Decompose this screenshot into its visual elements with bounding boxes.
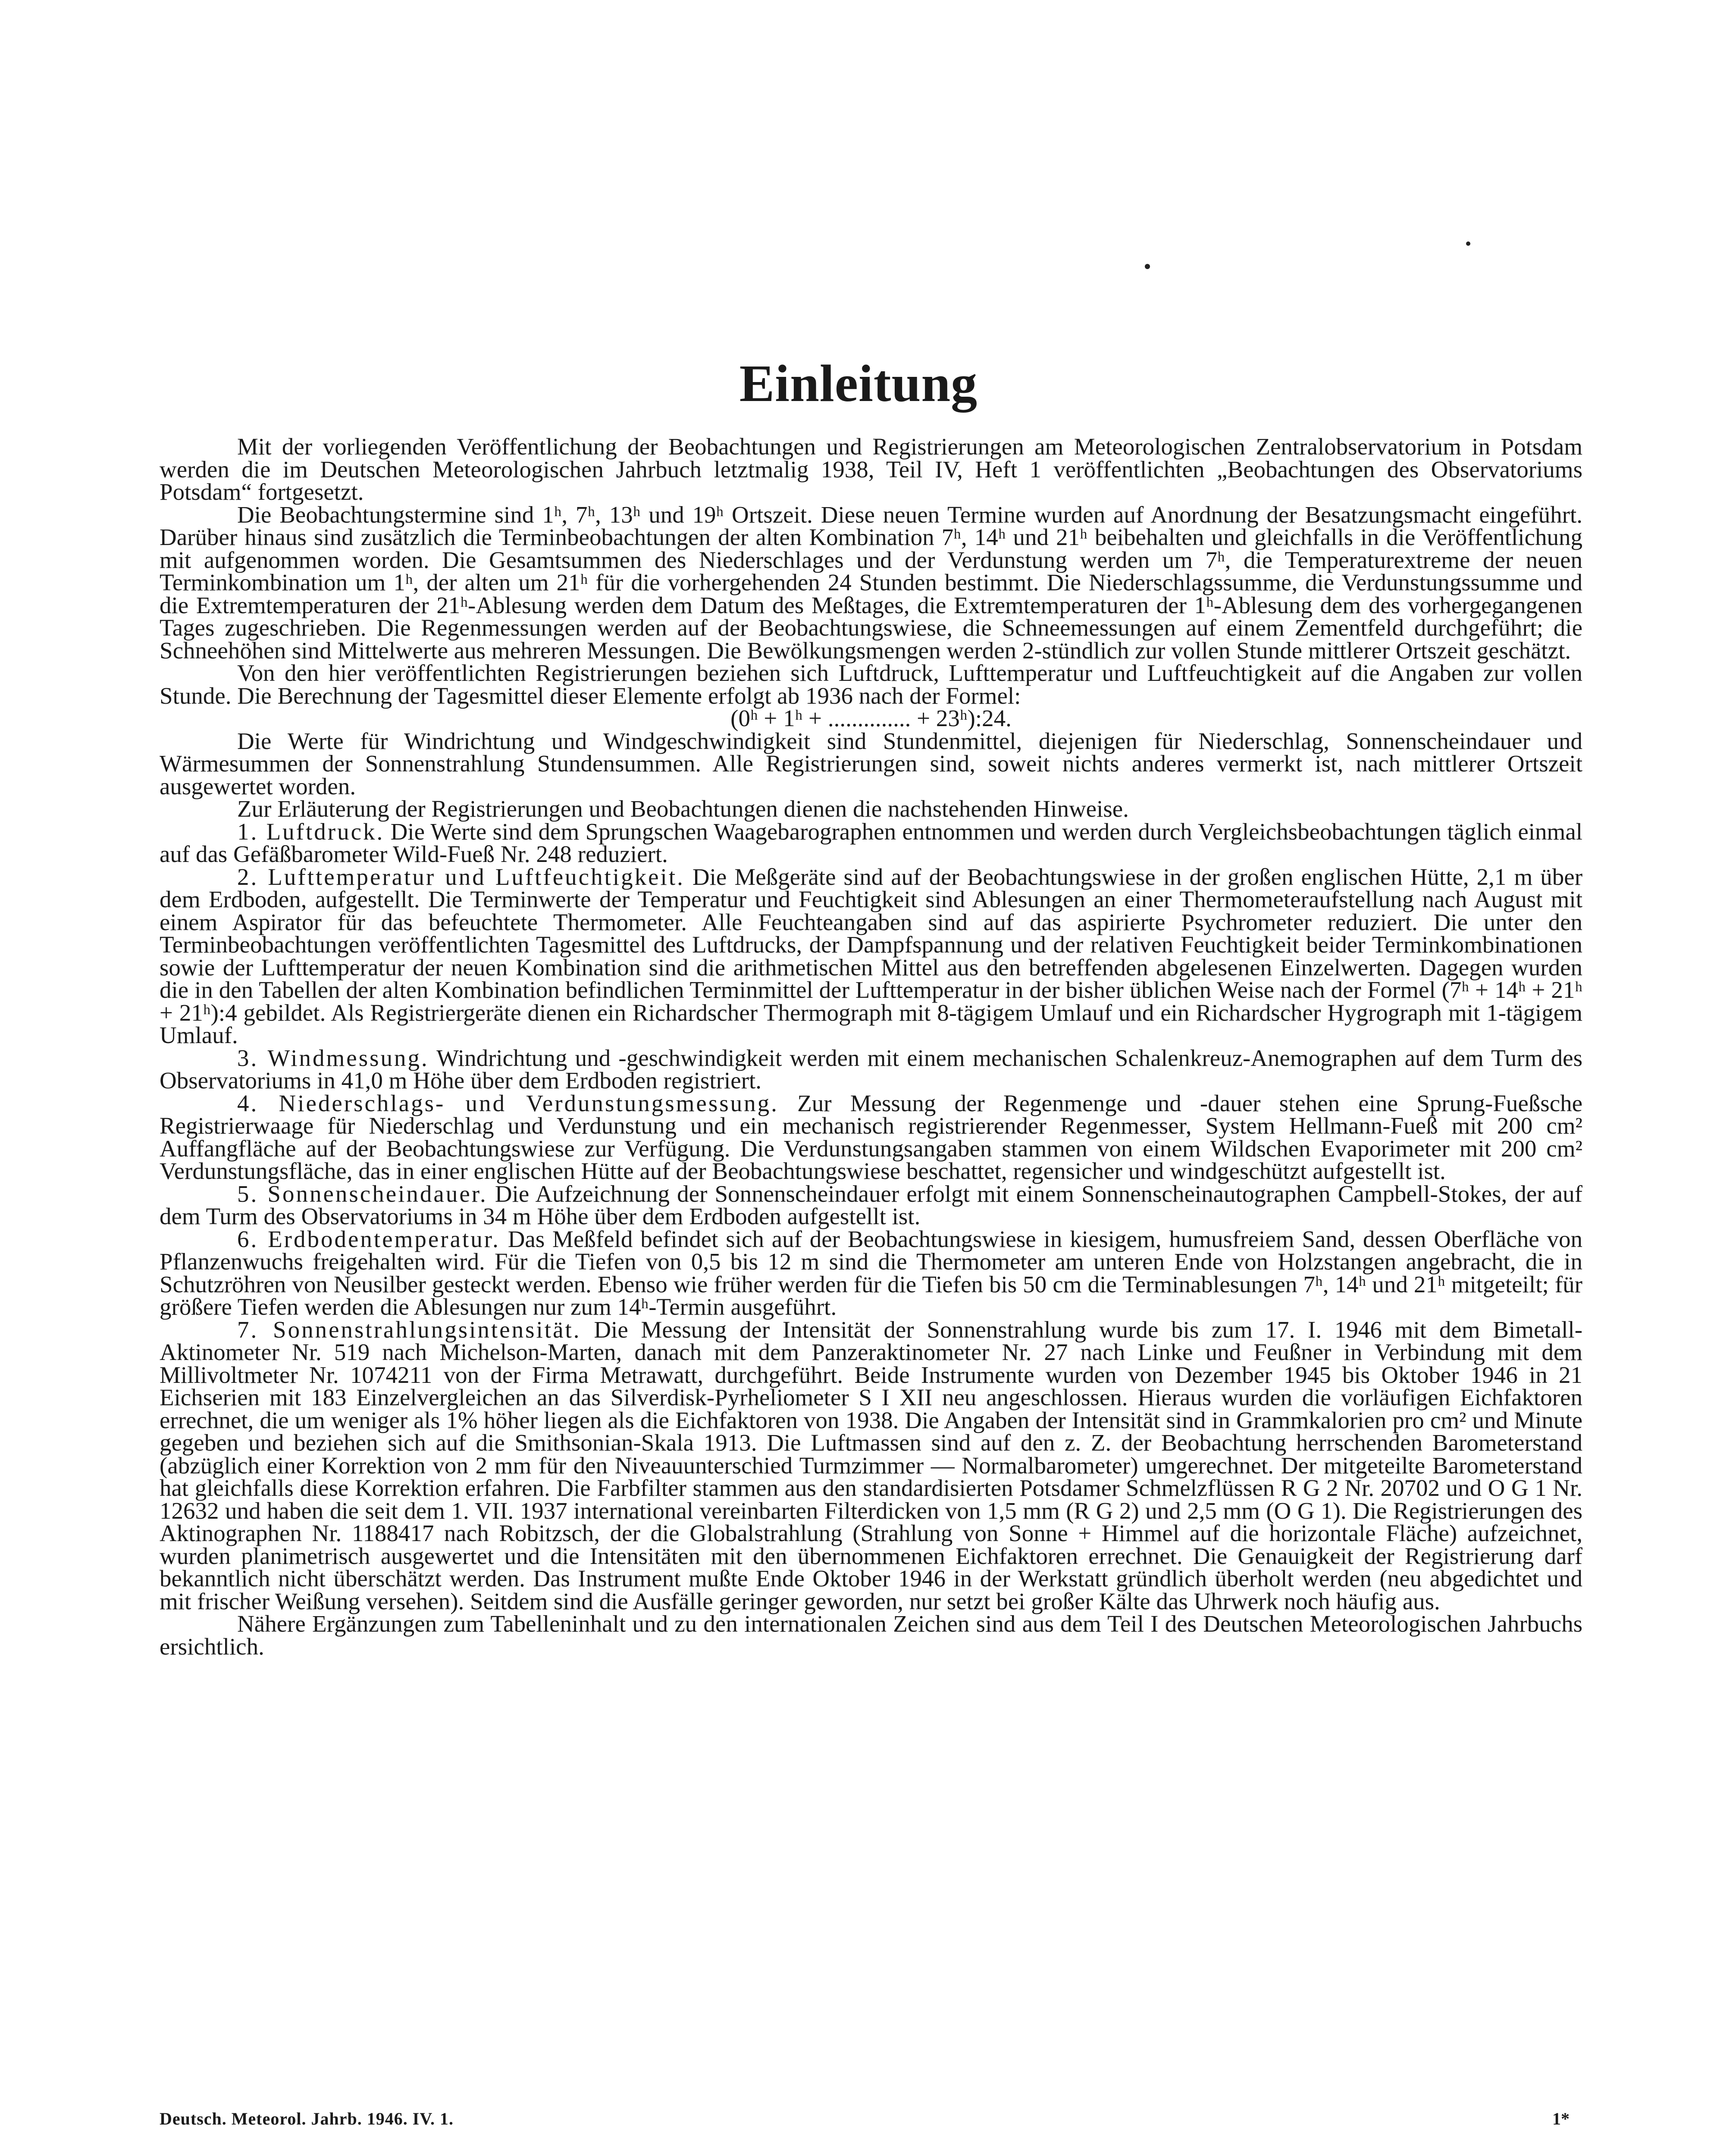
- page-title: Einleitung: [739, 354, 978, 413]
- section-text: Die Meßgeräte sind auf der Beobachtungswiese in der großen englischen Hütte, 2,1 m über dem Erdboden, aufgestellt. Die Terminwerte der Temperatur und Feuchtigkeit sind Ablesungen an einer Thermometeraufstellung nach August mit einem Aspirator für das befeuchtete Thermometer. Alle Feuchteangaben sind auf das aspirierte Psychrometer reduziert. Die unter den Terminbeobachtungen veröffentlichten Tagesmittel des Luftdrucks, der Dampfspannung und der relativen Feuchtigkeit beider Terminkombinationen sowie der Lufttemperatur der neuen Kombination sind die arithmetischen Mittel aus den betreffenden abgelesenen Einzelwerten. Dagegen wurden die in den Tabellen der alten Kombination befindlichen Terminmittel der Lufttemperatur in der bisher üblichen Weise nach der Formel (7ʰ + 14ʰ + 21ʰ + 21ʰ):4 gebildet. Als Registriergeräte dienen ein Richardscher Thermograph mit 8-tägigem Umlauf und ein Richardscher Hygrograph mit 1-tägigem Umlauf.: [160, 863, 1583, 1048]
- section-heading: 4. Niederschlags- und Verdunstungsmessung.: [237, 1090, 779, 1116]
- page-number: 1*: [1552, 2109, 1570, 2128]
- intro-paragraph: Die Beobachtungstermine sind 1ʰ, 7ʰ, 13ʰ und 19ʰ Ortszeit. Diese neuen Termine wurden auf Anordnung der Besatzungsmacht eingeführt. Darüber hinaus sind zusätzlich die Terminbeobachtungen der alten Kombination 7ʰ, 14ʰ und 21ʰ beibehalten und gleichfalls in die Veröffentlichung mit aufgenommen worden. Die Gesamtsummen des Niederschlages und der Verdunstung werden um 7ʰ, die Temperaturextreme der neuen Terminkombination um 1ʰ, der alten um 21ʰ für die vorhergehenden 24 Stunden bestimmt. Die Niederschlagssumme, die Verdunstungssumme und die Extremtemperaturen der 21ʰ-Ablesung werden dem Datum des Meßtages, die Extremtemperaturen der 1ʰ-Ablesung dem des vorhergegangenen Tages zugeschrieben. Die Regenmessungen werden auf der Beobachtungswiese, die Schneemessungen auf einem Zementfeld durchgeführt; die Schneehöhen sind Mittelwerte aus mehreren Messungen. Die Bewölkungsmengen werden 2-stündlich zur vollen Stunde mittlerer Ortszeit geschätzt.: [160, 501, 1582, 664]
- section-paragraph: [160, 818, 1583, 867]
- section-heading: 1. Luftdruck.: [237, 818, 385, 845]
- closing-paragraph: Nähere Ergänzungen zum Tabelleninhalt und zu den internationalen Zeichen sind aus dem Teil I des Deutschen Meteorologischen Jahrbuchs ersichtlich.: [160, 1611, 1582, 1660]
- intro-paragraph: Die Werte für Windrichtung und Windgeschwindigkeit sind Stundenmittel, diejenigen für Niederschlag, Sonnenscheindauer und Wärmesummen der Sonnenstrahlung Stundensummen. Alle Registrierungen sind, soweit nichts anderes vermerkt ist, nach mittlerer Ortszeit ausgewertet worden.: [160, 727, 1582, 799]
- section-text: Zur Messung der Regenmenge und -dauer stehen eine Sprung-Fueßsche Registrierwaage für Niederschlag und Verdunstung und ein mechanisch registrierender Regenmesser, System Hellmann-Fueß mit 200 cm² Auffangfläche auf der Beobachtungswiese zur Verfügung. Die Verdunstungsangaben stammen von einem Wildschen Evaporimeter mit 200 cm² Verdunstungsfläche, das in einer englischen Hütte auf der Beobachtungswiese beschattet, regensicher und windgeschützt aufgestellt ist.: [160, 1090, 1583, 1184]
- section-paragraph: [160, 1225, 1582, 1320]
- print-speck: [1466, 241, 1470, 246]
- section-text: Das Meßfeld befindet sich auf der Beobachtungswiese in kiesigem, humusfreiem Sand, dessen Oberfläche von Pflanzenwuchs freigehalten wird. Für die Tiefen von 0,5 bis 12 m sind die Thermometer am unteren Ende von Holzstangen angebracht, die in Schutzröhren von Neusilber gesteckt werden. Ebenso wie früher werden für die Tiefen bis 50 cm die Terminablesungen 7ʰ, 14ʰ und 21ʰ mitgeteilt; für größere Tiefen werden die Ablesungen nur zum 14ʰ-Termin ausgeführt.: [160, 1225, 1582, 1320]
- section-text: Die Werte sind dem Sprungschen Waagebarographen entnommen und werden durch Vergleichsbeobachtungen täglich einmal auf das Gefäßbarometer Wild-Fueß Nr. 248 reduziert.: [160, 818, 1583, 867]
- body-text: [160, 433, 1583, 1660]
- intro-paragraph: Zur Erläuterung der Registrierungen und Beobachtungen dienen die nachstehenden Hinweise.: [237, 796, 1129, 822]
- section-heading: 5. Sonnenscheindauer.: [237, 1180, 488, 1207]
- section-paragraph: [160, 1316, 1583, 1614]
- formula: (0ʰ + 1ʰ + .............. + 23ʰ):24.: [730, 705, 1012, 731]
- section-text: Windrichtung und -geschwindigkeit werden mit einem mechanischen Schalenkreuz-Anemographen auf dem Turm des Observatoriums in 41,0 m Höhe über dem Erdboden registriert.: [160, 1044, 1582, 1094]
- section-paragraph: [160, 1180, 1582, 1229]
- section-heading: 6. Erdbodentemperatur.: [237, 1225, 500, 1252]
- intro-paragraph: Von den hier veröffentlichten Registrierungen beziehen sich Luftdruck, Lufttemperatur und Luftfeuchtigkeit auf die Angaben zur vollen Stunde. Die Berechnung der Tagesmittel dieser Elemente erfolgt ab 1936 nach der Formel:: [160, 660, 1582, 709]
- section-text: Die Messung der Intensität der Sonnenstrahlung wurde bis zum 17. I. 1946 mit dem Bimetall-Aktinometer Nr. 519 nach Michelson-Marten, danach mit dem Panzeraktinometer Nr. 27 nach Linke und Feußner in Verbindung mit dem Millivoltmeter Nr. 1074211 von der Firma Metrawatt, durchgeführt. Beide Instrumente wurden von Dezember 1945 bis Oktober 1946 in 21 Eichserien mit 183 Einzelvergleichen an das Silverdisk-Pyrheliometer S I XII neu angeschlossen. Hieraus wurden die vorläufigen Eichfaktoren errechnet, die um weniger als 1% höher liegen als die Eichfaktoren von 1938. Die Angaben der Intensität sind in Grammkalorien pro cm² und Minute gegeben und beziehen sich auf die Smithsonian-Skala 1913. Die Luftmassen sind auf den z. Z. der Beobachtung herrschenden Barometerstand (abzüglich einer Korrektion von 2 mm für den Niveauunterschied Turmzimmer — Normalbarometer) umgerechnet. Der mitgeteilte Barometerstand hat gleichfalls diese Korrektion erfahren. Die Farbfilter stammen aus den standardisierten Potsdamer Schmelzflüssen R G 2 Nr. 20702 und O G 1 Nr. 12632 und haben die seit dem 1. VII. 1937 international vereinbarten Filterdicken von 1,5 mm (R G 2) und 2,5 mm (O G 1). Die Registrierungen des Aktinographen Nr. 1188417 nach Robitzsch, der die Globalstrahlung (Strahlung von Sonne + Himmel auf die horizontale Fläche) aufzeichnet, wurden planimetrisch ausgewertet und die Intensitäten mit den übernommenen Eichfaktoren errechnet. Die Genauigkeit der Registrierung darf bekanntlich nicht überschätzt werden. Das Instrument mußte Ende Oktober 1946 in der Werkstatt gründlich überholt werden (neu abgedichtet und mit frischer Weißung versehen). Seitdem sind die Ausfälle geringer geworden, nur setzt bei großer Kälte das Uhrwerk noch häufig aus.: [160, 1316, 1583, 1614]
- section-text: Die Aufzeichnung der Sonnenscheindauer erfolgt mit einem Sonnenscheinautographen Campbell-Stokes, der auf dem Turm des Observatoriums in 34 m Höhe über dem Erdboden aufgestellt ist.: [160, 1180, 1582, 1229]
- section-paragraph: [160, 1092, 1582, 1183]
- section-heading: 2. Lufttemperatur und Luftfeuchtigkeit.: [237, 863, 685, 890]
- section-heading: 7. Sonnenstrahlungsintensität.: [237, 1316, 581, 1343]
- section-paragraph: [160, 863, 1583, 1048]
- print-speck: [1145, 264, 1150, 269]
- section-paragraph: [160, 1044, 1582, 1094]
- footer-citation: Deutsch. Meteorol. Jahrb. 1946. IV. 1.: [160, 2109, 454, 2128]
- section-heading: 3. Windmessung.: [237, 1044, 429, 1071]
- intro-paragraph: Mit der vorliegenden Veröffentlichung der Beobachtungen und Registrierungen am Meteorologischen Zentralobservatorium in Potsdam werden die im Deutschen Meteorologischen Jahrbuch letztmalig 1938, Teil IV, Heft 1 veröffentlichten „Beobachtungen des Observatoriums Potsdam“ fortgesetzt.: [160, 433, 1582, 505]
